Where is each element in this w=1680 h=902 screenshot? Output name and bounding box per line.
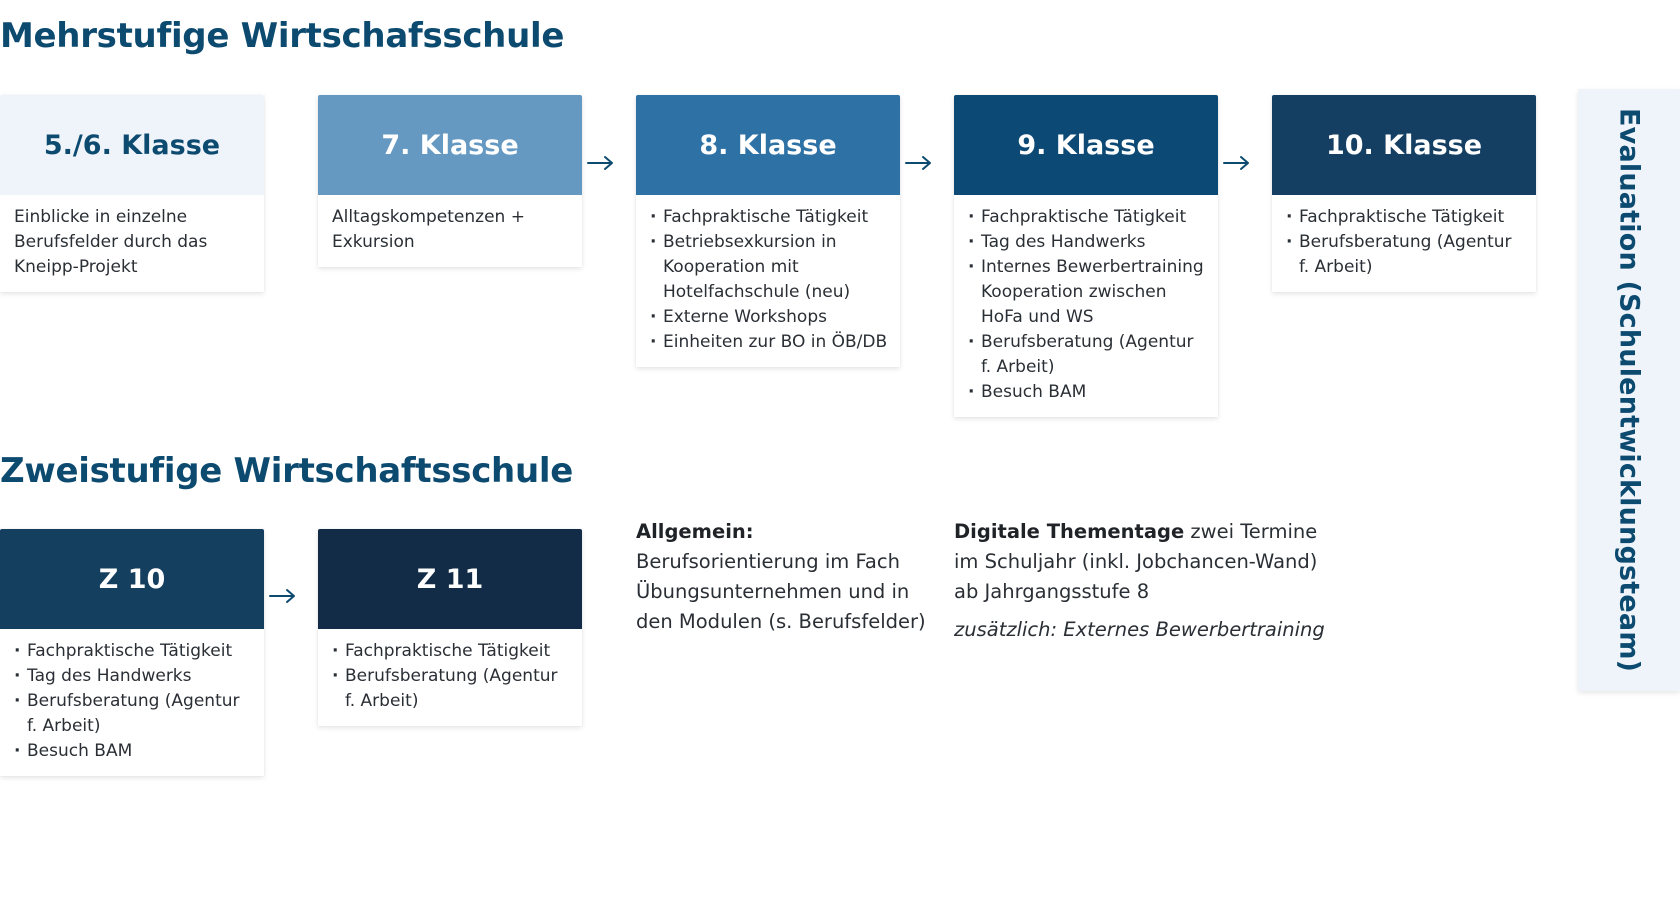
card-klasse-9 (954, 95, 1218, 417)
list-item: · Berufsberatung (Agentur f. Arbeit) (14, 689, 252, 739)
card-header: 7. Klasse (318, 95, 582, 195)
list-item: · Tag des Handwerks (14, 664, 252, 689)
list-item: · Tag des Handwerks (968, 230, 1206, 255)
digital-extra: zusätzlich: Externes Bewerbertraining (954, 618, 1325, 641)
digital-text: zwei Termine im Schuljahr (inkl. Jobchancen-Wand) ab Jahrgangsstufe 8 (954, 520, 1318, 603)
card-list (1272, 195, 1536, 292)
list-item: · Fachpraktische Tätigkeit (968, 205, 1206, 230)
card-z10 (0, 529, 264, 776)
list-item: · Fachpraktische Tätigkeit (332, 639, 570, 664)
card-list (954, 195, 1218, 417)
card-klasse-7 (318, 95, 582, 267)
list-item: · Fachpraktische Tätigkeit (1286, 205, 1524, 230)
list-item: · Besuch BAM (14, 739, 252, 764)
list-item: · Berufsberatung (Agentur f. Arbeit) (332, 664, 570, 714)
general-label: Allgemein: (636, 520, 754, 543)
digital-label: Digitale Thementage (954, 520, 1185, 543)
card-klasse-5-6 (0, 95, 264, 292)
evaluation-panel (1578, 89, 1680, 691)
card-header: 5./6. Klasse (0, 95, 264, 195)
general-text: Berufsorientierung im Fach Übungsunternehmen und in den Modulen (s. Berufsfelder) (636, 550, 926, 633)
card-header: 8. Klasse (636, 95, 900, 195)
card-header: Z 11 (318, 529, 582, 629)
card-header: Z 10 (0, 529, 264, 629)
arrow-right-icon (587, 155, 615, 171)
list-item: · Betriebsexkursion in Kooperation mit Hotelfachschule (neu) (650, 230, 888, 305)
card-text: Alltagskompetenzen + Exkursion (332, 207, 525, 252)
section-title-mehrstufig: Mehrstufige Wirtschafsschule (0, 16, 565, 56)
list-item: · Fachpraktische Tätigkeit (14, 639, 252, 664)
card-klasse-10 (1272, 95, 1536, 292)
card-list (636, 195, 900, 367)
list-item: · Internes Bewerbertraining Kooperation zwischen HoFa und WS (968, 255, 1206, 330)
card-z11 (318, 529, 582, 726)
card-list (318, 629, 582, 726)
card-text: Einblicke in einzelne Berufsfelder durch das Kneipp-Projekt (14, 207, 208, 277)
card-header: 9. Klasse (954, 95, 1218, 195)
card-list (0, 629, 264, 776)
digital-info (954, 517, 1334, 645)
arrow-right-icon (269, 588, 297, 604)
list-item: · Besuch BAM (968, 380, 1206, 405)
list-item: · Externe Workshops (650, 305, 888, 330)
arrow-right-icon (1223, 155, 1251, 171)
list-item: · Berufsberatung (Agentur f. Arbeit) (1286, 230, 1524, 280)
list-item: · Einheiten zur BO in ÖB/DB (650, 330, 888, 355)
evaluation-label: Evaluation (Schulentwicklungsteam) (1613, 107, 1645, 673)
arrow-right-icon (905, 155, 933, 171)
list-item: · Berufsberatung (Agentur f. Arbeit) (968, 330, 1206, 380)
card-klasse-8 (636, 95, 900, 367)
general-info (636, 517, 936, 637)
list-item: · Fachpraktische Tätigkeit (650, 205, 888, 230)
section-title-zweistufig: Zweistufige Wirtschaftsschule (0, 451, 573, 491)
card-header: 10. Klasse (1272, 95, 1536, 195)
